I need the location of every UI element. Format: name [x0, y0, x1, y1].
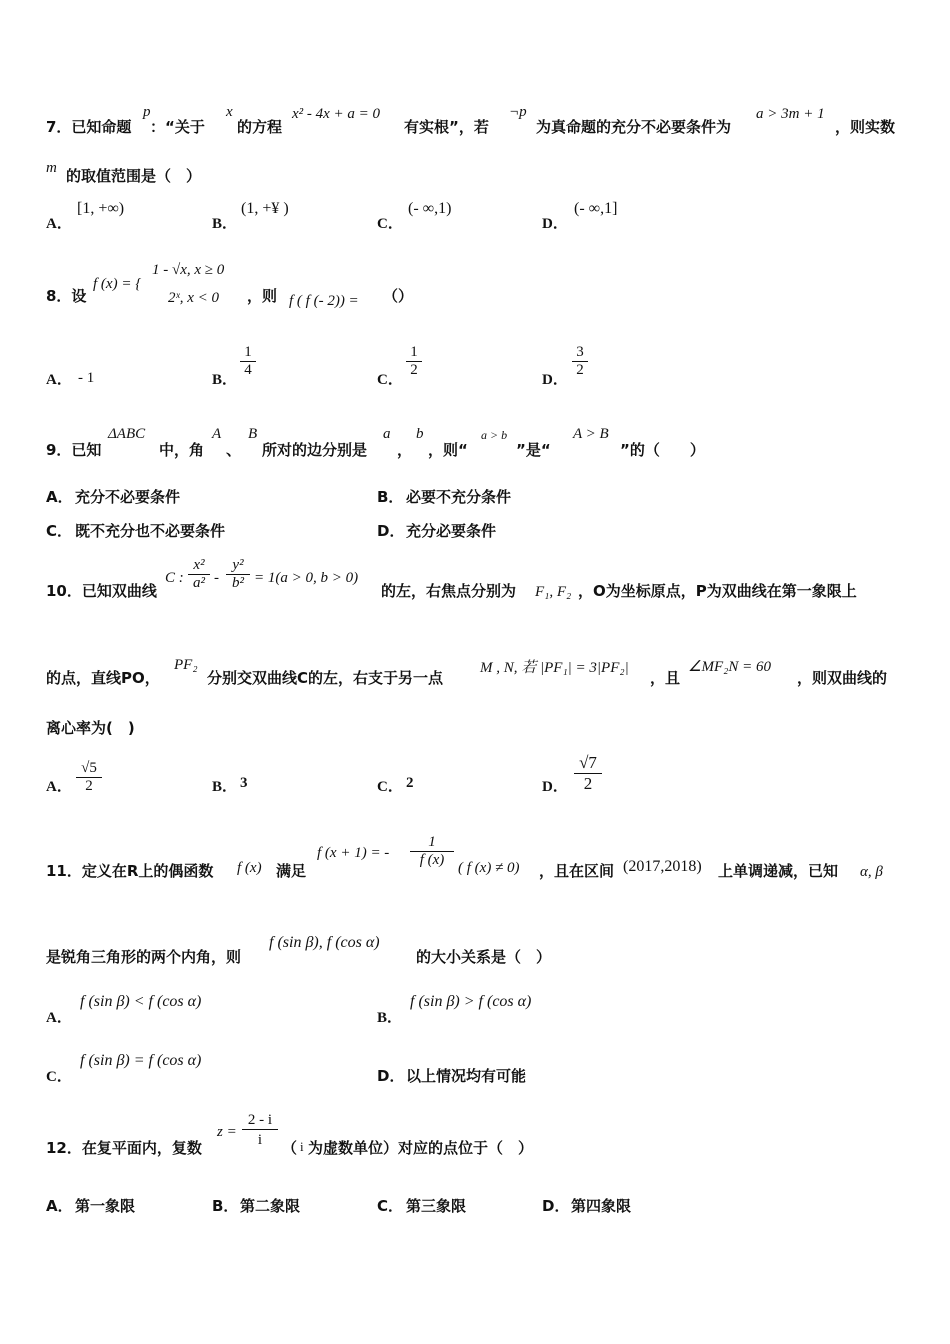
- q11-alpha-beta: α, β: [860, 864, 883, 880]
- q9-option-a-label: A．: [46, 488, 73, 506]
- q11-number: 11．定义在R上的偶函数: [46, 862, 214, 880]
- q7-not-p: ¬p: [509, 104, 527, 120]
- q7-m: m: [46, 160, 57, 176]
- q12-denominator: i: [242, 1129, 278, 1149]
- q8-number: 8．设: [46, 287, 87, 305]
- q11-option-b: f (sin β) > f (cos α): [410, 993, 532, 1010]
- q11-line2-a: 是锐角三角形的两个内角，则: [46, 948, 242, 966]
- q9-condition-1: a > b: [481, 428, 508, 442]
- q7-option-c-label: C．: [377, 216, 403, 232]
- q10-option-b: 3: [240, 775, 248, 791]
- q7-option-b-label: B．: [212, 216, 238, 232]
- q12-z: z =: [217, 1124, 237, 1140]
- q8-option-b-fraction: [240, 344, 256, 379]
- q9-side-a: a: [383, 426, 391, 442]
- q10-line2-c: ，且: [650, 669, 681, 687]
- q8-option-b-denominator: 4: [240, 361, 256, 379]
- q7-text-6: 的取值范围是（ ）: [66, 167, 202, 185]
- q10-pf2: PF₂: [174, 657, 198, 673]
- q10-b2: b²: [226, 574, 250, 592]
- q11-option-c-label: C．: [46, 1069, 72, 1085]
- q8-case-1: 1 - √x, x ≥ 0: [152, 262, 225, 278]
- q11-option-a-label: A．: [46, 1010, 72, 1026]
- q9-text-7: ”的（ ）: [620, 441, 705, 459]
- q7-option-a: [1, +∞): [77, 200, 125, 217]
- q9-option-d-label: D．: [377, 522, 405, 540]
- q10-x-fraction: [188, 557, 210, 592]
- q8-option-c-label: C．: [377, 372, 403, 388]
- q10-equation-rest: = 1(a > 0, b > 0): [254, 570, 359, 586]
- q8-option-a-label: A．: [46, 372, 72, 388]
- q8-case-2: 2ˣ, x < 0: [168, 290, 220, 306]
- q9-side-b: b: [416, 426, 424, 442]
- q10-text-2: ，O为坐标原点，P为双曲线在第一象限上: [578, 582, 857, 600]
- q8-option-c-numerator: 1: [410, 344, 418, 360]
- q9-condition-2: A > B: [573, 426, 609, 442]
- q10-option-b-label: B．: [212, 779, 238, 795]
- q11-option-b-label: B．: [377, 1010, 403, 1026]
- q7-text-5: ，则实数: [835, 118, 896, 136]
- q10-option-a-denominator: 2: [76, 777, 102, 795]
- q7-equation: x² - 4x + a = 0: [292, 106, 381, 122]
- q12-option-c-label: C．: [377, 1197, 404, 1215]
- q10-x2: x²: [193, 557, 205, 573]
- q10-option-d-denominator: 2: [574, 773, 602, 794]
- q8-option-c-denominator: 2: [406, 361, 422, 379]
- q11-option-d-label: D．: [377, 1067, 405, 1085]
- q10-option-c-label: C．: [377, 779, 403, 795]
- q12-option-b: 第二象限: [240, 1197, 301, 1215]
- q7-option-c: (- ∞,1): [408, 200, 452, 217]
- q10-option-d-numerator: √7: [579, 753, 597, 772]
- q12-option-d: 第四象限: [571, 1197, 632, 1215]
- q9-text-4: ，: [397, 441, 413, 459]
- q10-option-c: 2: [406, 775, 414, 791]
- q8-option-d-numerator: 3: [576, 344, 584, 360]
- q11-line2-b: 的大小关系是（ ）: [416, 948, 552, 966]
- q11-interval: (2017,2018): [623, 858, 702, 875]
- q8-option-c-fraction: [406, 344, 422, 379]
- q11-condition: ( f (x) ≠ 0): [458, 860, 520, 876]
- q7-text-1: ：“关于: [150, 118, 205, 136]
- q10-foci: F₁, F₂: [535, 584, 572, 600]
- q7-text-3: 有实根”，若: [404, 118, 489, 136]
- q8-option-b-label: B．: [212, 372, 238, 388]
- q11-text-1: 满足: [276, 862, 307, 880]
- q10-option-d-fraction: [574, 753, 602, 794]
- q7-option-a-label: A．: [46, 216, 72, 232]
- q8-expression: f ( f (- 2)) =: [289, 293, 359, 309]
- q9-number: 9．已知: [46, 441, 102, 459]
- q9-text-6: ”是“: [516, 441, 551, 459]
- q9-angle-a: A: [212, 426, 222, 442]
- q12-fraction: [242, 1112, 278, 1149]
- q7-number: 7．已知命题: [46, 118, 132, 136]
- q8-option-d-denominator: 2: [572, 361, 588, 379]
- q11-pair: f (sin β), f (cos α): [269, 934, 380, 951]
- q11-fraction-numerator: 1: [428, 834, 436, 850]
- q11-option-c: f (sin β) = f (cos α): [80, 1052, 202, 1069]
- q11-fx: f (x): [237, 860, 262, 876]
- q12-option-a-label: A．: [46, 1197, 73, 1215]
- q8-function: f (x) = {: [93, 276, 142, 292]
- q10-line3: 离心率为( ): [46, 719, 135, 737]
- q9-option-b-label: B．: [377, 488, 404, 506]
- q9-text-5: ，则“: [428, 441, 468, 459]
- q12-i: i: [300, 1139, 304, 1154]
- q12-option-a: 第一象限: [75, 1197, 136, 1215]
- q10-a2: a²: [188, 574, 210, 592]
- q11-text-2: ，且在区间: [539, 862, 615, 880]
- q10-y2: y²: [232, 557, 244, 573]
- q11-option-a: f (sin β) < f (cos α): [80, 993, 202, 1010]
- q10-mn-condition: M , N, 若 |PF₁| = 3|PF₂|: [480, 660, 629, 676]
- q7-condition: a > 3m + 1: [756, 106, 825, 122]
- q11-fraction: [410, 834, 454, 869]
- q12-option-d-label: D．: [542, 1197, 570, 1215]
- q12-text-1: （: [282, 1139, 298, 1157]
- q8-option-d-fraction: [572, 344, 588, 379]
- q10-c: C :: [165, 570, 184, 586]
- q10-line2-d: ，则双曲线的: [797, 669, 888, 687]
- q12-text-2: 为虚数单位）对应的点位于（ ）: [308, 1139, 534, 1157]
- q10-option-a-numerator: √5: [81, 760, 97, 776]
- q10-line2-a: 的点，直线PO，: [46, 669, 160, 687]
- q10-option-a-label: A．: [46, 779, 72, 795]
- q7-option-b: (1, +¥ ): [241, 200, 289, 217]
- q7-text-4: 为真命题的充分不必要条件为: [536, 118, 732, 136]
- q7-text-2: 的方程: [237, 118, 283, 136]
- q11-equation: f (x + 1) = -: [317, 845, 390, 861]
- q9-option-d: 充分必要条件: [406, 522, 497, 540]
- q8-option-d-label: D．: [542, 372, 568, 388]
- q10-option-a-fraction: [76, 760, 102, 795]
- q9-option-a: 充分不必要条件: [75, 488, 181, 506]
- q10-option-d-label: D．: [542, 779, 568, 795]
- q9-text-3: 所对的边分别是: [262, 441, 368, 459]
- q8-option-a: - 1: [78, 370, 95, 386]
- q11-text-3: 上单调递减，已知: [718, 862, 839, 880]
- q10-text-1: 的左，右焦点分别为: [381, 582, 517, 600]
- q10-number: 10．已知双曲线: [46, 582, 157, 600]
- q9-option-c: 既不充分也不必要条件: [75, 522, 226, 540]
- q10-line2-b: 分别交双曲线C的左，右支于另一点: [207, 669, 444, 687]
- q9-triangle: ΔABC: [108, 426, 146, 442]
- q11-option-d: 以上情况均有可能: [406, 1067, 527, 1085]
- q9-text-1: 中，角: [159, 441, 205, 459]
- q9-angle-b: B: [248, 426, 258, 442]
- q12-option-b-label: B．: [212, 1197, 239, 1215]
- q9-text-2: 、: [226, 441, 242, 459]
- q10-angle: ∠MF₂N = 60: [688, 659, 771, 675]
- q7-x: x: [226, 104, 233, 120]
- q12-numerator: 2 - i: [247, 1112, 273, 1128]
- q10-y-fraction: [226, 557, 250, 592]
- q10-minus: -: [214, 570, 219, 586]
- q7-p: p: [143, 104, 151, 120]
- q8-text-2: （）: [383, 287, 414, 305]
- q7-option-d-label: D．: [542, 216, 568, 232]
- q8-text-1: ，则: [247, 287, 278, 305]
- q11-fraction-denominator: f (x): [410, 851, 454, 869]
- q12-option-c: 第三象限: [406, 1197, 467, 1215]
- q9-option-b: 必要不充分条件: [406, 488, 512, 506]
- q12-number: 12．在复平面内，复数: [46, 1139, 202, 1157]
- q7-option-d: (- ∞,1]: [574, 200, 618, 217]
- q8-option-b-numerator: 1: [244, 344, 252, 360]
- q9-option-c-label: C．: [46, 522, 73, 540]
